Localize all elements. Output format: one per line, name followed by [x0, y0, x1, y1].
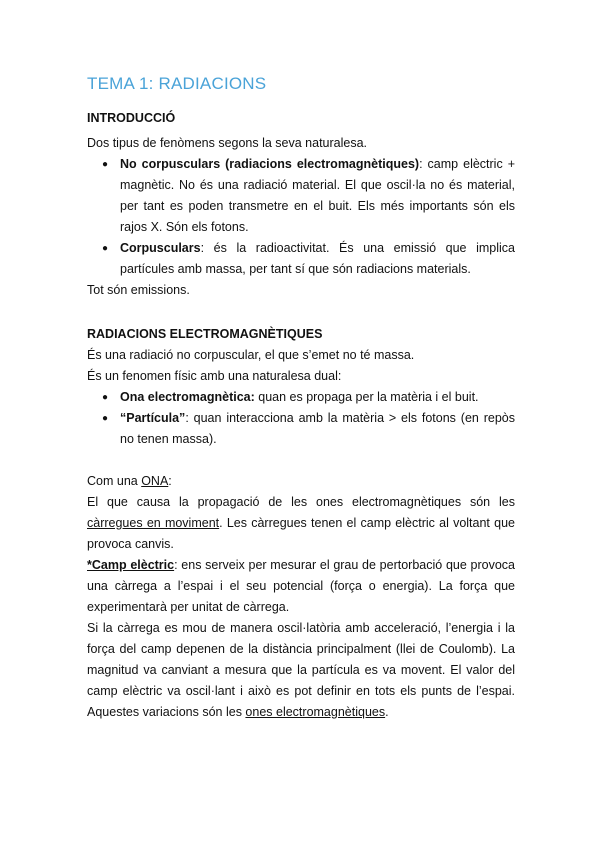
list-item-text: : és la radioactivitat. És una emissió que implica partícules amb massa, per tant sí que són radiacions materials. — [120, 241, 515, 276]
p1-prefix: El que causa la propagació de les ones electromagnètiques són les — [87, 495, 515, 509]
em-heading: RADIACIONS ELECTROMAGNÈTIQUES — [87, 327, 323, 341]
paragraph-propagation — [87, 492, 515, 555]
bullet-icon: ● — [102, 392, 109, 403]
page-title: TEMA 1: RADIACIONS — [87, 74, 267, 93]
p1-suffix: . Les càrregues tenen el camp elèctric al voltant que provoca canvis. — [87, 516, 515, 551]
list-item — [87, 408, 515, 450]
list-item-text: : quan interacciona amb la matèria > els fotons (en repòs no tenen massa). — [120, 411, 515, 446]
intro-heading: INTRODUCCIÓ — [87, 111, 176, 125]
em-list — [87, 387, 515, 450]
ones-link: ones electromagnètiques — [245, 705, 386, 719]
list-item-term: “Partícula” — [120, 411, 186, 425]
intro-lead: Dos tipus de fenòmens segons la seva naturalesa. — [87, 136, 368, 150]
p3-prefix: Si la càrrega es mou de manera oscil·latòria amb acceleració, l’energia i la força del camp depenen de la distància principalment (llei de Coulomb). La magnitud va canviant a mesura que la partícula es va movent. El valor del camp elèctric va oscil·lant i això es pot definir en tots els punts de l’espai. Aquestes variacions són les — [87, 621, 515, 719]
paragraph-oscillation — [87, 618, 515, 723]
intro-list — [87, 154, 515, 280]
list-item-term: Corpusculars — [120, 241, 201, 255]
list-item-term: No corpusculars (radiacions electromagnètiques) — [120, 157, 420, 171]
ona-link: ONA — [141, 474, 169, 488]
carregues-link: càrregues en moviment — [87, 516, 220, 530]
bullet-icon: ● — [102, 243, 109, 254]
intro-closing: Tot són emissions. — [87, 283, 190, 297]
com-una-ona — [87, 471, 515, 492]
list-item-term: Ona electromagnètica: — [120, 390, 255, 404]
com-suffix: : — [168, 474, 172, 488]
p3-suffix: . — [385, 705, 389, 719]
bullet-icon: ● — [102, 159, 109, 170]
list-item-text: : camp elèctric + magnètic. No és una radiació material. El que oscil·la no és material, per tant es poden transmetre en el buit. Els més importants són els rajos X. Són els fotons. — [120, 157, 515, 234]
paragraph-camp-electric — [87, 555, 515, 618]
p2-suffix: : ens serveix per mesurar el grau de pertorbació que provoca una càrrega a l’espai i el seu potencial (força o energia). La força que experimentarà per unitat de càrrega. — [87, 558, 515, 614]
com-prefix: Com una — [87, 474, 142, 488]
bullet-icon: ● — [102, 413, 109, 424]
list-item-text: quan es propaga per la matèria i el buit. — [254, 390, 479, 404]
em-line-2: És un fenomen físic amb una naturalesa dual: — [87, 369, 342, 383]
list-item — [87, 154, 515, 238]
em-line-1: És una radiació no corpuscular, el que s’emet no té massa. — [87, 348, 415, 362]
list-item — [87, 238, 515, 280]
document-body — [87, 72, 515, 723]
list-item — [87, 387, 515, 408]
camp-electric-term: *Camp elèctric — [87, 558, 175, 572]
